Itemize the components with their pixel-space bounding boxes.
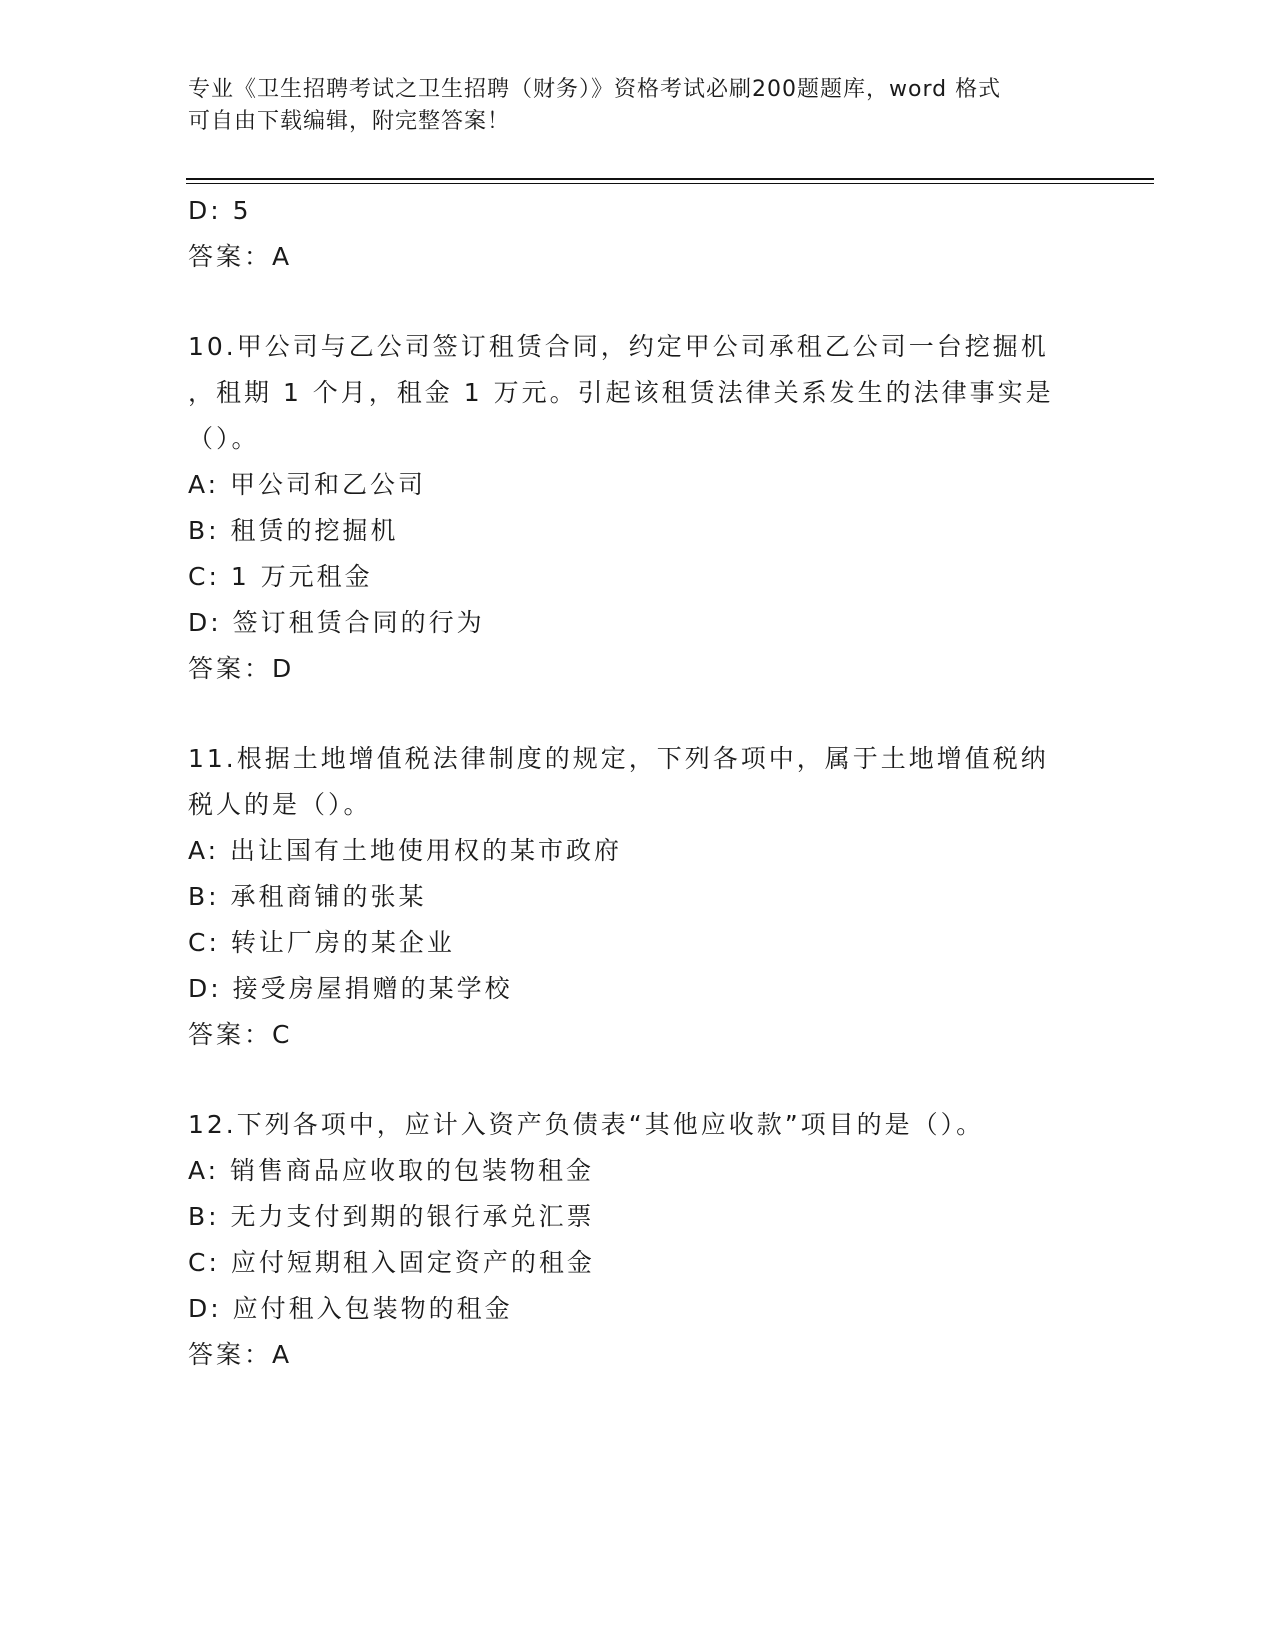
question-stem-line: 10.甲公司与乙公司签订租赁合同，约定甲公司承租乙公司一台挖掘机 — [188, 332, 1049, 361]
spacer — [188, 692, 1088, 736]
option-c: C: 转让厂房的某企业 — [188, 928, 455, 957]
header-line-1: 专业《卫生招聘考试之卫生招聘（财务）》资格考试必刷200题题库，word 格式 — [188, 77, 1002, 102]
question-stem-line: 税人的是（）。 — [188, 790, 372, 819]
question-12 — [188, 1102, 1088, 1378]
spacer — [188, 280, 1088, 324]
answer: 答案：A — [188, 242, 293, 271]
question-stem-line: 11.根据土地增值税法律制度的规定，下列各项中，属于土地增值税纳 — [188, 744, 1049, 773]
question-stem-line: （）。 — [188, 424, 260, 453]
header-line-2: 可自由下载编辑，附完整答案！ — [188, 109, 511, 134]
option-b: B: 租赁的挖掘机 — [188, 516, 399, 545]
question-11 — [188, 736, 1088, 1058]
answer: 答案：A — [188, 1340, 293, 1369]
option-b: B: 无力支付到期的银行承兑汇票 — [188, 1202, 595, 1231]
option-d: D: 5 — [188, 196, 252, 225]
option-a: A: 甲公司和乙公司 — [188, 470, 427, 499]
answer: 答案：D — [188, 654, 295, 683]
option-c: C: 1 万元租金 — [188, 562, 373, 591]
question-10 — [188, 324, 1088, 692]
option-a: A: 出让国有土地使用权的某市政府 — [188, 836, 623, 865]
option-d: D: 签订租赁合同的行为 — [188, 608, 485, 637]
document-header — [188, 74, 1088, 138]
header-divider-thick — [186, 178, 1154, 180]
option-c: C: 应付短期租入固定资产的租金 — [188, 1248, 595, 1277]
option-d: D: 应付租入包装物的租金 — [188, 1294, 513, 1323]
option-b: B: 承租商铺的张某 — [188, 882, 427, 911]
question-list — [188, 188, 1088, 1378]
answer: 答案：C — [188, 1020, 293, 1049]
header-divider-thin — [186, 183, 1154, 184]
question-stem-line: 12.下列各项中，应计入资产负债表“其他应收款”项目的是（）。 — [188, 1110, 985, 1139]
spacer — [188, 1058, 1088, 1102]
option-d: D: 接受房屋捐赠的某学校 — [188, 974, 513, 1003]
question-stem-line: ，租期 1 个月，租金 1 万元。引起该租赁法律关系发生的法律事实是 — [188, 378, 1054, 407]
option-a: A: 销售商品应收取的包装物租金 — [188, 1156, 595, 1185]
